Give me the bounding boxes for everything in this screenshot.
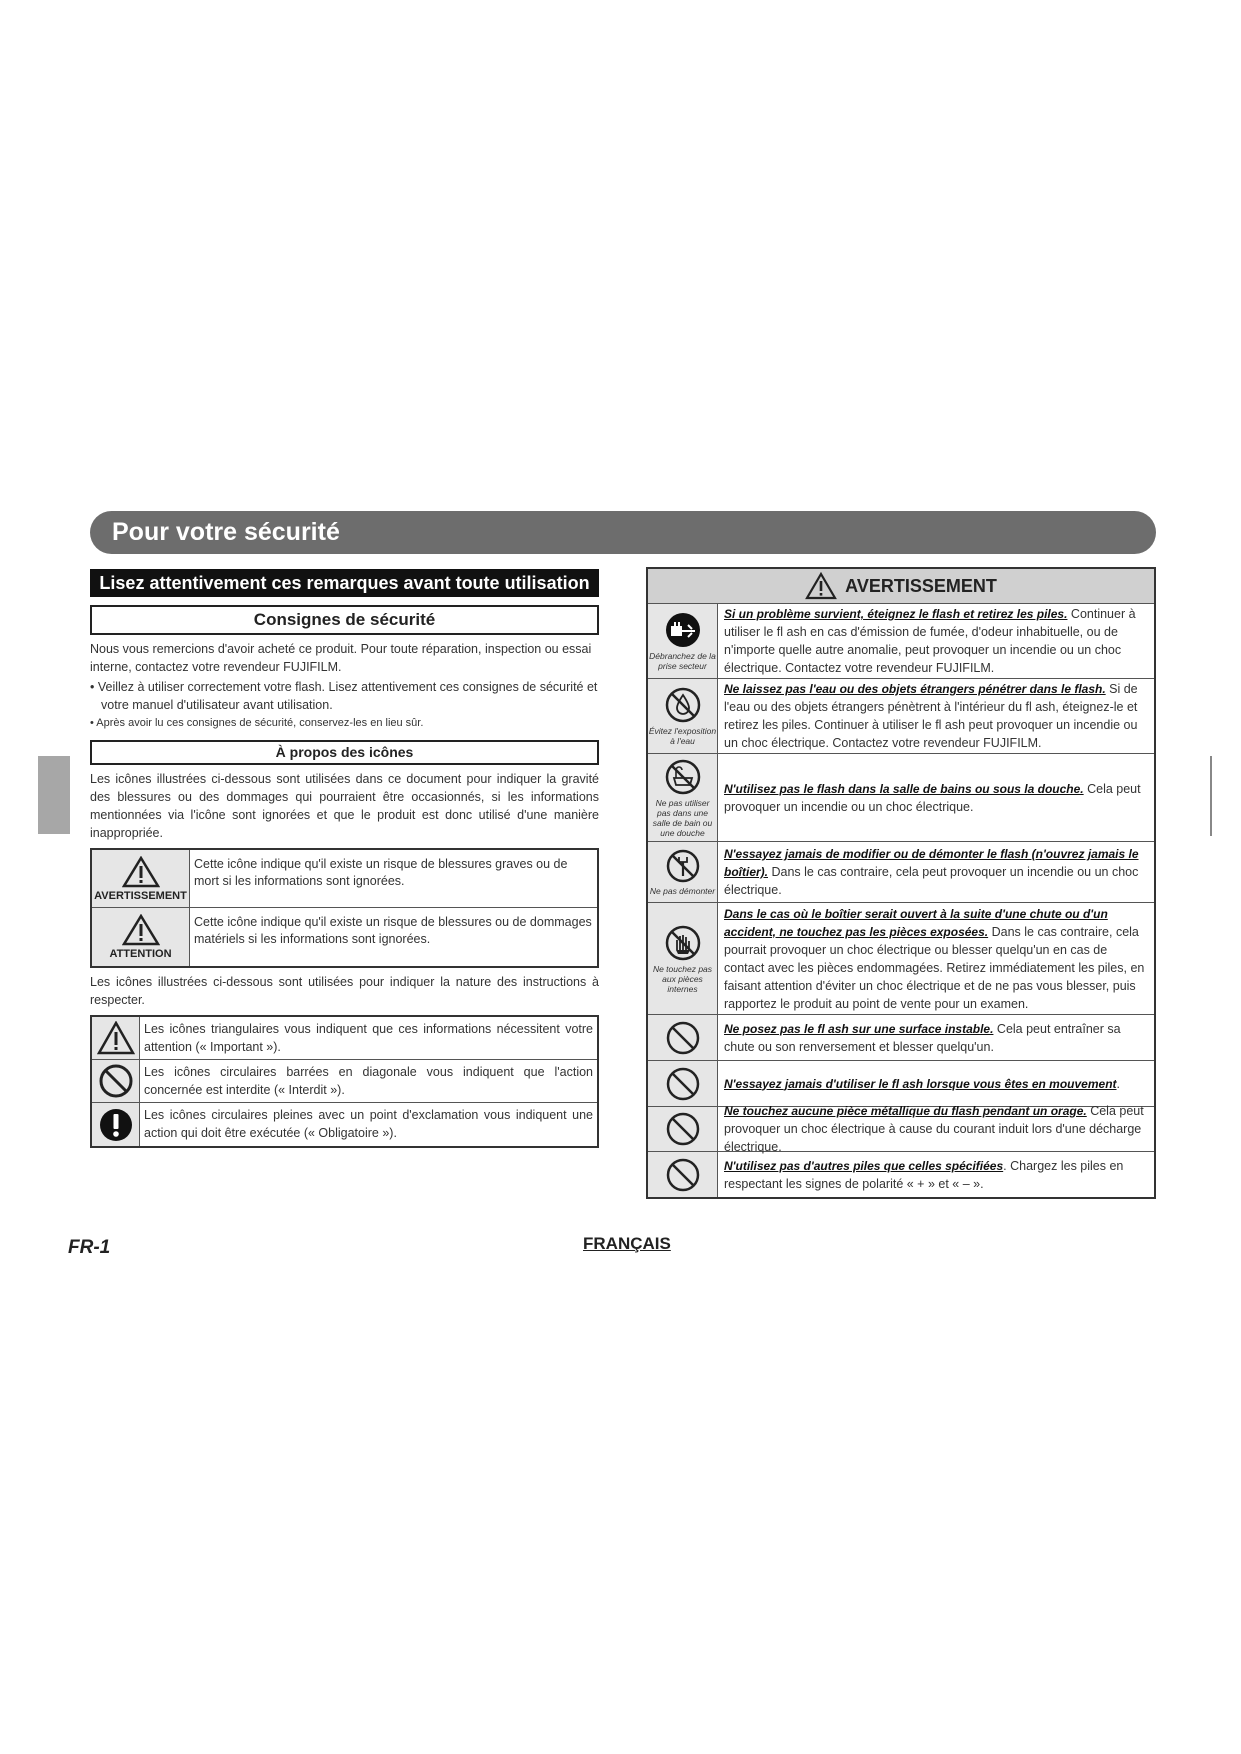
- prohibited-icon: [665, 1111, 701, 1147]
- page-number: FR-1: [68, 1237, 111, 1258]
- no-disassemble-icon: [665, 848, 701, 884]
- warning-icon-cell: [648, 1152, 718, 1197]
- side-tab: [38, 756, 70, 834]
- triangle-warning-icon: [122, 914, 160, 946]
- warning-emphasis: Ne posez pas le fl ash sur une surface instable.: [724, 1021, 994, 1036]
- section-banner: Pour votre sécurité: [90, 511, 1156, 554]
- icons-intro: Les icônes illustrées ci-dessous sont utilisées dans ce document pour indiquer la gravité des blessures ou des dommages qui pourraient être occasionnés, si les informations mentionnées via l'icône sont ignorées et que le produit est donc utilisé d'une manière inappropriée.: [90, 772, 599, 840]
- warning-heading: [648, 569, 1154, 604]
- bullet-item: • Veillez à utiliser correctement votre flash. Lisez attentivement ces consignes de sécurité et votre manuel d'utilisateur avant utilisation.: [90, 680, 598, 712]
- warning-body: Dans le cas contraire, cela pourrait provoquer un choc électrique ou blesser quelqu'un en cas de contact avec les pièces endommagées. Retirez immédiatement les piles, en faisant attention d'éviter un choc électrique et de ne pas vous blesser, puis rapportez le produit au point de vente pour un examen.: [724, 924, 1145, 1011]
- warning-row: [648, 1152, 1154, 1197]
- nature-intro: Les icônes illustrées ci-dessous sont utilisées pour indiquer la nature des instructions à respecter.: [90, 975, 599, 1007]
- warning-emphasis: Ne laissez pas l'eau ou des objets étrangers pénétrer dans le flash.: [724, 682, 1106, 696]
- warning-text: [718, 842, 1154, 902]
- warning-body: . Chargez les piles en respectant les signes de polarité « + » et « – ».: [724, 1158, 1124, 1191]
- language-label: FRANÇAIS: [583, 1234, 671, 1253]
- nature-icon-cell: [92, 1060, 140, 1102]
- safety-heading: Consignes de sécurité: [90, 605, 599, 635]
- nature-text: Les icônes triangulaires vous indiquent que ces informations nécessitent votre attention (« Important »).: [144, 1022, 593, 1054]
- warning-icon-cell: [648, 842, 718, 902]
- warning-emphasis: N'essayez jamais d'utiliser le fl ash lorsque vous êtes en mouvement: [724, 1076, 1117, 1091]
- triangle-warning-icon: [97, 1021, 135, 1055]
- warning-text: [718, 1104, 1154, 1154]
- no-touch-icon: [664, 924, 702, 962]
- no-bathroom-icon: [664, 758, 702, 796]
- prohibited-icon: [665, 1066, 701, 1102]
- warning-row: [648, 679, 1154, 754]
- warning-body: .: [1116, 1076, 1121, 1091]
- no-water-icon: [664, 686, 702, 724]
- warning-icon-caption: Ne pas utiliser pas dans une salle de bain ou une douche: [652, 797, 713, 838]
- prohibited-icon: [665, 1157, 701, 1193]
- warning-emphasis: N'utilisez pas le flash dans la salle de bains ou sous la douche.: [724, 781, 1084, 796]
- warning-row: [648, 754, 1154, 842]
- warning-row: [648, 1104, 1154, 1154]
- bullet-list: [90, 678, 599, 732]
- warning-body: Cela peut provoquer un incendie ou un choc électrique.: [724, 781, 1141, 814]
- warning-text: [718, 1015, 1154, 1060]
- warning-icon-cell: [648, 1015, 718, 1060]
- bullet-item: • Après avoir lu ces consignes de sécurité, conservez-les en lieu sûr.: [90, 717, 424, 729]
- nature-text: Les icônes circulaires pleines avec un point d'exclamation vous indiquent une action qui doit être exécutée (« Obligatoire »).: [144, 1108, 593, 1140]
- nature-icon-cell: [92, 1103, 140, 1146]
- severity-row: [92, 908, 597, 966]
- nature-row: [92, 1103, 597, 1146]
- nature-text: Les icônes circulaires barrées en diagonale vous indiquent que l'action concernée est interdite (« Interdit »).: [144, 1065, 593, 1097]
- main-heading: Lisez attentivement ces remarques avant toute utilisation: [90, 569, 599, 597]
- warning-body: Cela peut provoquer un choc électrique à cause du courant induit lors d'une décharge électrique.: [724, 1104, 1144, 1154]
- warning-text: [718, 754, 1154, 841]
- prohibited-icon: [665, 1020, 701, 1056]
- warning-body: Continuer à utiliser le fl ash en cas d'émission de fumée, d'odeur inhabituelle, ou de n'importe quelle autre anomalie, peut provoquer un incendie ou un choc électrique. Contactez votre revendeur FUJIFILM.: [724, 607, 1136, 675]
- warning-icon-cell: [648, 1107, 718, 1151]
- warning-body: Si de l'eau ou des objets étrangers pénètrent à l'intérieur du fl ash, éteignez-le et retirez les piles. Continuer à utiliser le fl ash peut provoquer un incendie ou un choc électrique. Contactez votre revendeur FUJIFILM.: [724, 682, 1138, 750]
- warning-row: [648, 842, 1154, 903]
- triangle-warning-icon: [122, 856, 160, 888]
- mandatory-icon: [98, 1107, 134, 1143]
- nature-table: [90, 1015, 599, 1148]
- warning-emphasis: Ne touchez aucune pièce métallique du flash pendant un orage.: [724, 1104, 1087, 1118]
- severity-icon-cell: [92, 908, 190, 966]
- warning-icon-caption: Ne touchez pas aux pièces internes: [652, 963, 713, 994]
- triangle-warning-icon: [805, 572, 837, 600]
- warning-icon-caption: Ne pas démonter: [649, 886, 716, 896]
- warning-row: [648, 1015, 1154, 1061]
- warning-text: [718, 1061, 1154, 1106]
- prohibited-icon: [98, 1063, 134, 1099]
- warning-icon-cell: [648, 604, 718, 678]
- warning-icon-caption: Débranchez de la prise secteur: [649, 651, 716, 671]
- severity-text: Cette icône indique qu'il existe un risque de blessures ou de dommages matériels si les informations sont ignorées.: [194, 915, 592, 946]
- warning-icon-cell: [648, 754, 718, 841]
- warning-text: [718, 903, 1154, 1014]
- severity-text: Cette icône indique qu'il existe un risque de blessures graves ou de mort si les informations sont ignorées.: [194, 857, 568, 888]
- warning-heading-label: AVERTISSEMENT: [845, 575, 997, 596]
- warning-text: [718, 679, 1154, 753]
- warning-body: Cela peut entraîner sa chute ou son renversement et blesser quelqu'un.: [724, 1021, 1121, 1054]
- warning-icon-cell: [648, 679, 718, 753]
- icons-heading: À propos des icônes: [90, 740, 599, 765]
- severity-row: [92, 850, 597, 908]
- severity-table: [90, 848, 599, 968]
- side-line: [1210, 756, 1212, 836]
- warning-table: [646, 567, 1156, 1199]
- warning-emphasis: N'utilisez pas d'autres piles que celles spécifiées: [724, 1158, 1004, 1173]
- severity-label: AVERTISSEMENT: [94, 889, 187, 902]
- warning-text: [718, 604, 1154, 678]
- unplug-icon: [664, 611, 702, 649]
- warning-emphasis: Dans le cas où le boîtier serait ouvert à la suite d'une chute ou d'un accident, ne touchez pas les pièces exposées.: [724, 906, 1108, 939]
- left-column: [90, 569, 599, 1148]
- warning-icon-cell: [648, 1061, 718, 1106]
- warning-row: [648, 604, 1154, 679]
- severity-label: ATTENTION: [109, 948, 172, 960]
- warning-icon-cell: [648, 903, 718, 1014]
- warning-text: [718, 1152, 1154, 1197]
- nature-row: [92, 1017, 597, 1060]
- warning-body: Dans le cas contraire, cela peut provoquer un incendie ou un choc électrique.: [724, 865, 1139, 897]
- severity-icon-cell: [92, 850, 190, 907]
- warning-row: [648, 1061, 1154, 1107]
- warning-emphasis: Si un problème survient, éteignez le flash et retirez les piles.: [724, 607, 1068, 621]
- warning-emphasis: N'essayez jamais de modifier ou de démonter le flash (n'ouvrez jamais le boîtier).: [724, 847, 1139, 879]
- intro-paragraph: Nous vous remercions d'avoir acheté ce produit. Pour toute réparation, inspection ou essai interne, contactez votre revendeur FUJIFILM.: [90, 642, 592, 674]
- warning-row: [648, 903, 1154, 1015]
- nature-row: [92, 1060, 597, 1103]
- warning-icon-caption: Évitez l'exposition à l'eau: [648, 726, 717, 746]
- nature-icon-cell: [92, 1017, 140, 1059]
